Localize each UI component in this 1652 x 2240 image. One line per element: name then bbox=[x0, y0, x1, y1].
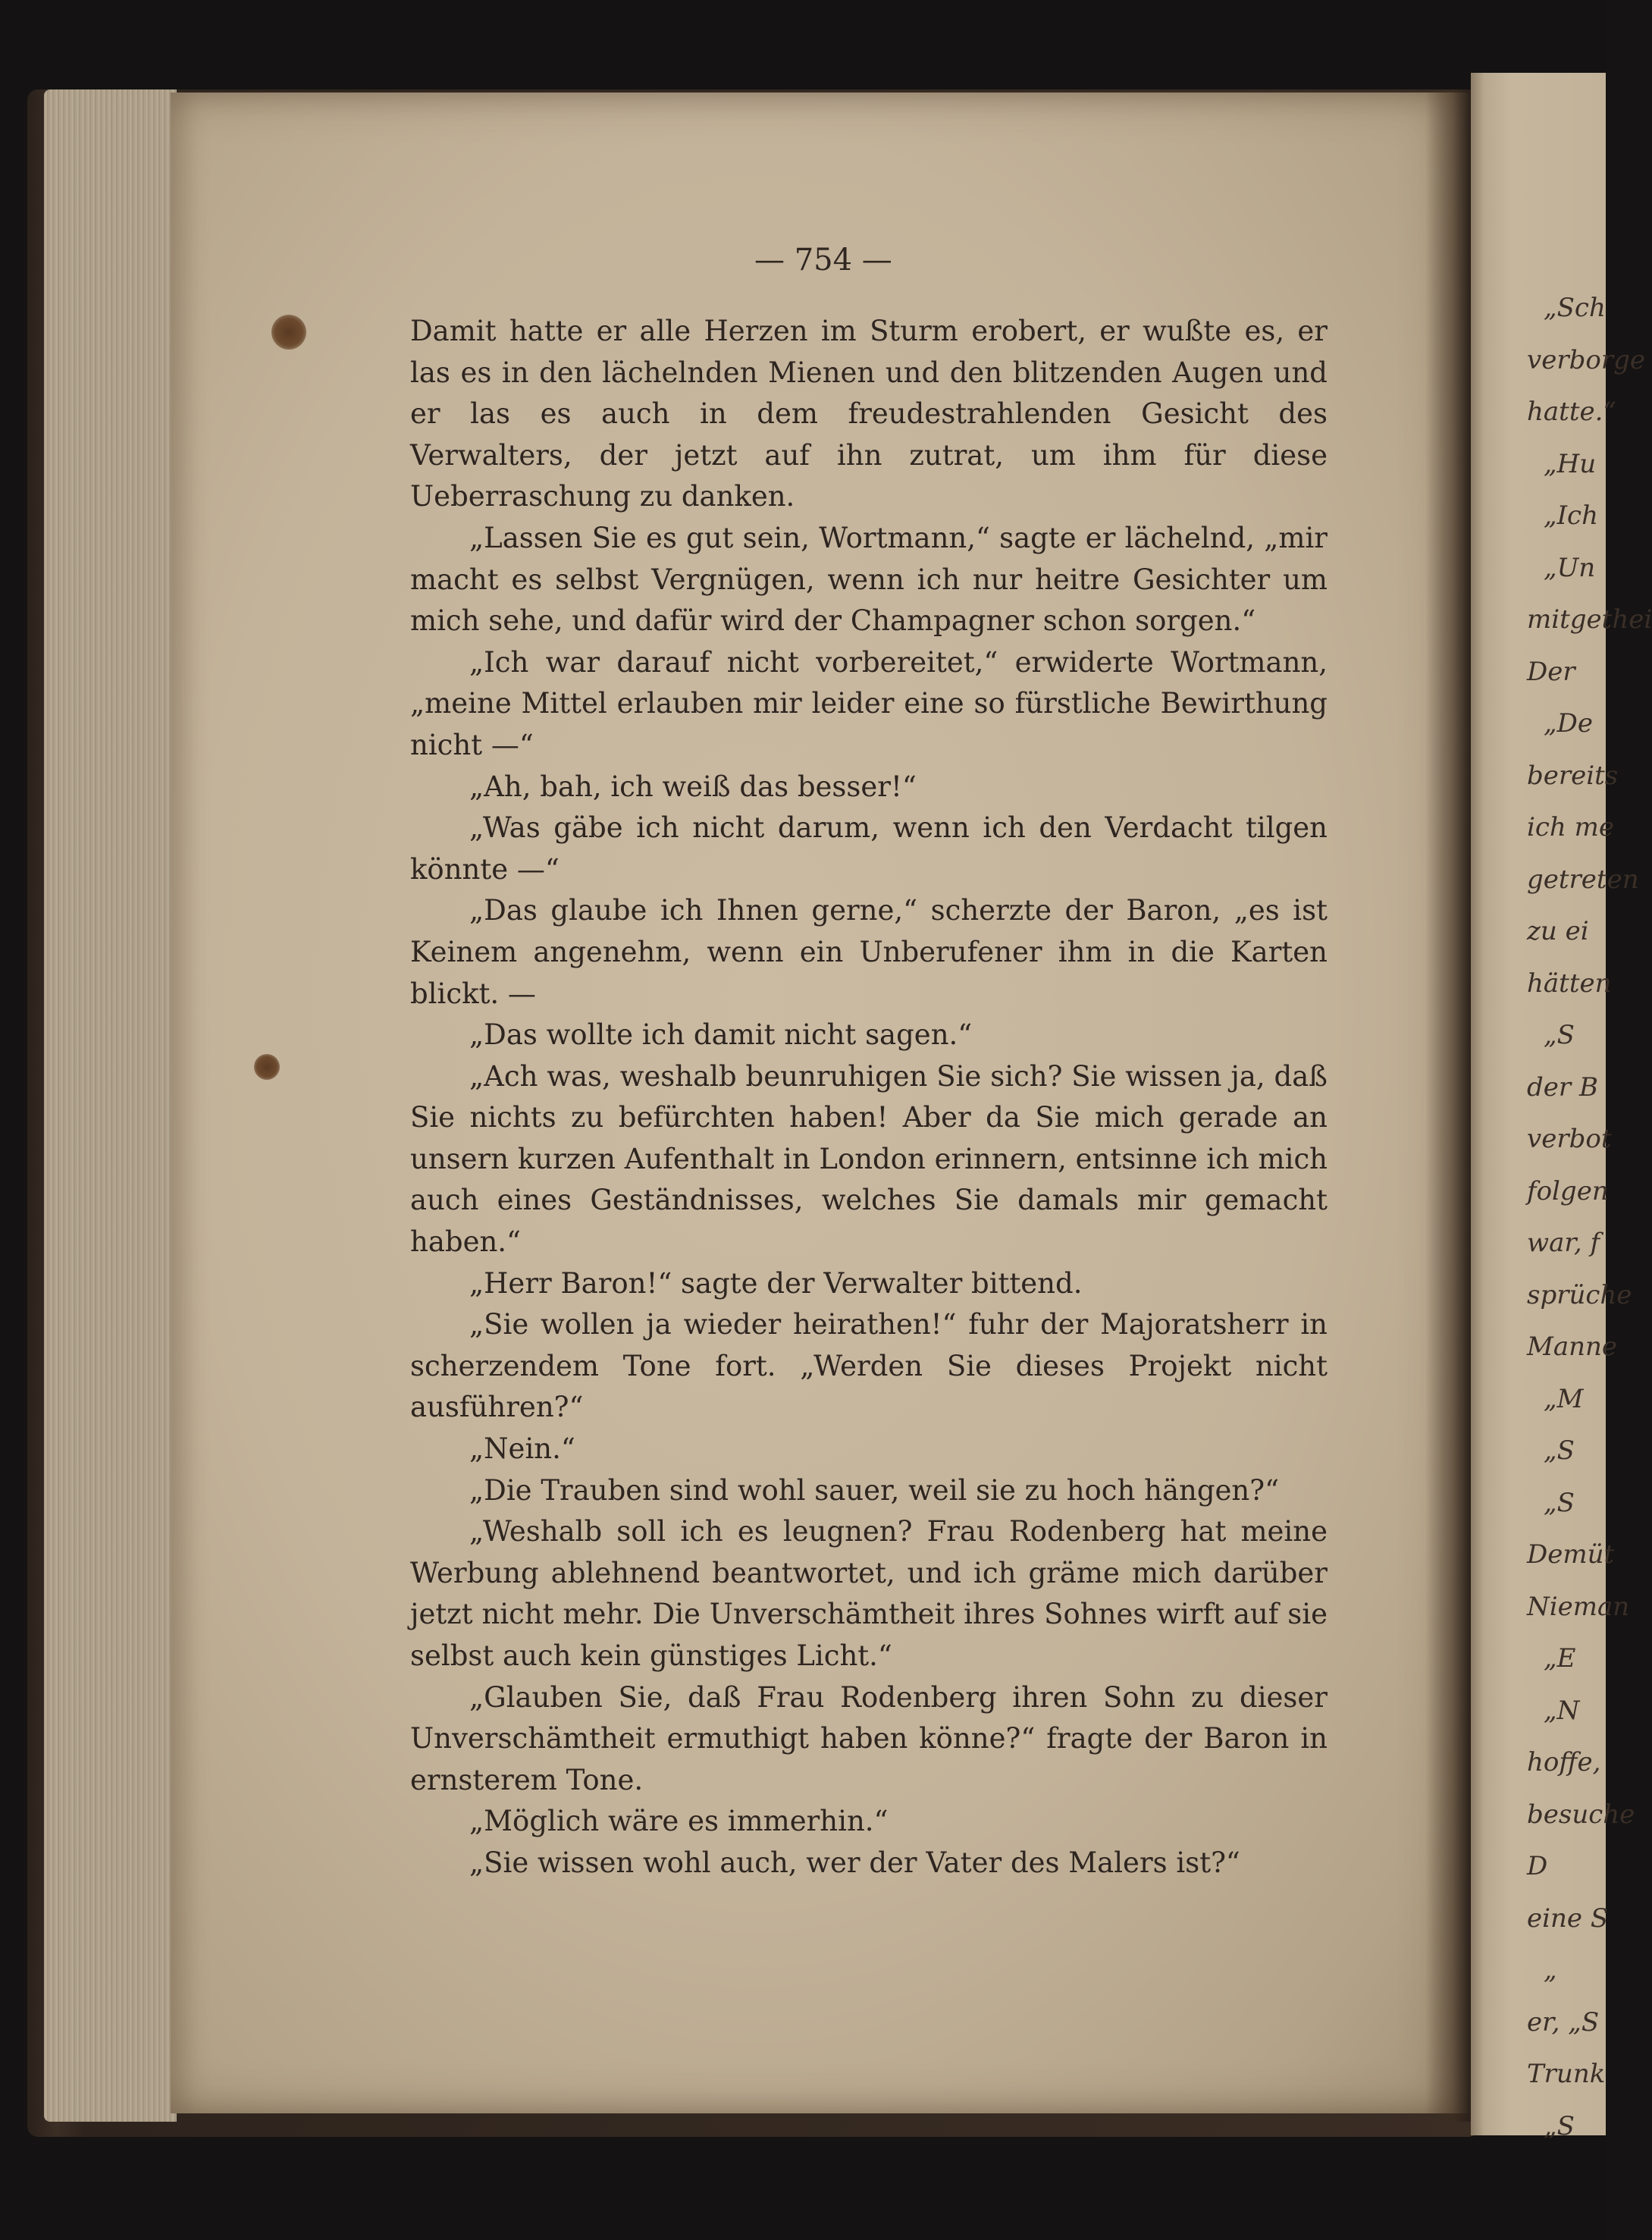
right-page-fragment: „E bbox=[1544, 1643, 1576, 1674]
right-page-fragment: hätten bbox=[1527, 968, 1612, 999]
right-page-fragment: hoffe, bbox=[1527, 1747, 1601, 1777]
right-page-fragment: „Ich bbox=[1544, 500, 1598, 531]
right-page-fragment: ich me bbox=[1527, 812, 1614, 842]
right-page-fragment: zu ei bbox=[1527, 916, 1589, 946]
right-page-fragment: „Un bbox=[1544, 552, 1596, 583]
right-page-fragment: verbot bbox=[1527, 1124, 1612, 1154]
right-page-fragment: Nieman bbox=[1527, 1591, 1630, 1622]
paragraph: „Ich war darauf nicht vorbereitet,“ erwiderte Wortmann, „meine Mittel erlauben mir leider eine so fürstliche Bewirthung nicht —“ bbox=[410, 645, 1328, 761]
paragraph: „Sie wissen wohl auch, wer der Vater des Malers ist?“ bbox=[469, 1846, 1240, 1879]
right-page-fragment: Demüt bbox=[1527, 1539, 1615, 1570]
right-page-fragment: „Sch bbox=[1544, 293, 1606, 323]
right-page-fragment: „Hu bbox=[1544, 448, 1597, 479]
page-gutter bbox=[1425, 89, 1471, 2122]
right-page-fragment: „S bbox=[1544, 1020, 1575, 1050]
paragraph: „Das glaube ich Ihnen gerne,“ scherzte der Baron, „es ist Keinem angenehm, wenn ein Unberufener ihm in die Karten blickt. — bbox=[410, 894, 1328, 1010]
page-edges bbox=[44, 89, 177, 2122]
right-page-fragment: Trunk bbox=[1527, 2059, 1606, 2089]
right-page-fragment: sprüche bbox=[1527, 1279, 1632, 1310]
paragraph: „Ach was, weshalb beunruhigen Sie sich? Sie wissen ja, daß Sie nichts zu befürchten haben! Aber da Sie mich gerade an unsern kurzen Aufenthalt in London erinnern, entsinne ich mich auch eines Geständnisses, welches Sie damals mir gemacht haben.“ bbox=[410, 1059, 1328, 1259]
paragraph: „Möglich wäre es immerhin.“ bbox=[469, 1805, 889, 1838]
right-page-fragment: mitgethei bbox=[1527, 604, 1652, 635]
right-page-fragment: „M bbox=[1544, 1383, 1584, 1414]
right-page-fragment: Der bbox=[1527, 656, 1575, 687]
right-page-fragment: der B bbox=[1527, 1071, 1598, 1103]
paragraph: „Das wollte ich damit nicht sagen.“ bbox=[469, 1018, 973, 1052]
right-page-fragment: besuche bbox=[1527, 1799, 1635, 1830]
right-page bbox=[1471, 73, 1652, 2141]
right-page-fragment: er, „S bbox=[1527, 2006, 1600, 2038]
right-page-fragment: verborge bbox=[1527, 344, 1645, 375]
paragraph: „Herr Baron!“ sagte der Verwalter bittend. bbox=[469, 1266, 1083, 1300]
right-page-fragment: hatte.“ bbox=[1527, 397, 1616, 427]
right-page-fragment: „S bbox=[1544, 1435, 1575, 1466]
paragraph: „Was gäbe ich nicht darum, wenn ich den Verdacht tilgen könnte —“ bbox=[410, 811, 1328, 886]
right-page-fragment: „S bbox=[1544, 2110, 1575, 2141]
paragraph: „Sie wollen ja wieder heirathen!“ fuhr der Majoratsherr in scherzendem Tone fort. „Werden Sie dieses Projekt nicht ausführen?“ bbox=[410, 1308, 1328, 1424]
right-page-fragment: folgen bbox=[1527, 1175, 1609, 1206]
paragraph: „Lassen Sie es gut sein, Wortmann,“ sagte er lächelnd, „mir macht es selbst Vergnügen, wenn ich nur heitre Gesichter um mich sehe, und dafür wird der Champagner schon sorgen.“ bbox=[410, 521, 1328, 638]
right-page-fragment: war, f bbox=[1527, 1228, 1600, 1258]
right-page-fragment: „ bbox=[1544, 1955, 1557, 1985]
right-page-fragment: D bbox=[1527, 1851, 1548, 1881]
paragraph: „Die Trauben sind wohl sauer, weil sie zu hoch hängen?“ bbox=[469, 1473, 1279, 1507]
paragraph: „Ah, bah, ich weiß das besser!“ bbox=[469, 770, 917, 803]
right-page-fragment: getreten bbox=[1527, 864, 1639, 895]
right-page-fragment: „De bbox=[1544, 708, 1593, 739]
right-page-fragment: „N bbox=[1544, 1695, 1580, 1726]
right-page-fragment: bereits bbox=[1527, 760, 1619, 791]
stain-spot bbox=[254, 1054, 280, 1080]
body-text bbox=[410, 311, 1328, 1884]
stain-spot bbox=[271, 315, 306, 350]
paragraph: „Weshalb soll ich es leugnen? Frau Rodenberg hat meine Werbung ablehnend beantwortet, und ich gräme mich darüber jetzt nicht mehr. Die Unverschämtheit ihres Sohnes wirft auf sie selbst auch kein günstiges Licht.“ bbox=[410, 1515, 1328, 1672]
right-page-fragment: Manne bbox=[1527, 1332, 1617, 1362]
paragraph: „Nein.“ bbox=[469, 1432, 575, 1466]
paragraph: Damit hatte er alle Herzen im Sturm erobert, er wußte es, er las es in den lächelnden Mienen und den blitzenden Augen und er las es auch in dem freudestrahlenden Gesicht des Verwalters, der jetzt auf ihn zutrat, um ihm für diese Ueberraschung zu danken. bbox=[410, 315, 1328, 513]
right-page-fragment: eine S bbox=[1527, 1903, 1609, 1934]
right-page-fragment: „S bbox=[1544, 1487, 1575, 1518]
paragraph: „Glauben Sie, daß Frau Rodenberg ihren Sohn zu dieser Unverschämtheit ermuthigt haben könne?“ fragte der Baron in ernsterem Tone. bbox=[410, 1680, 1328, 1796]
page-number: — 754 — bbox=[754, 243, 892, 278]
